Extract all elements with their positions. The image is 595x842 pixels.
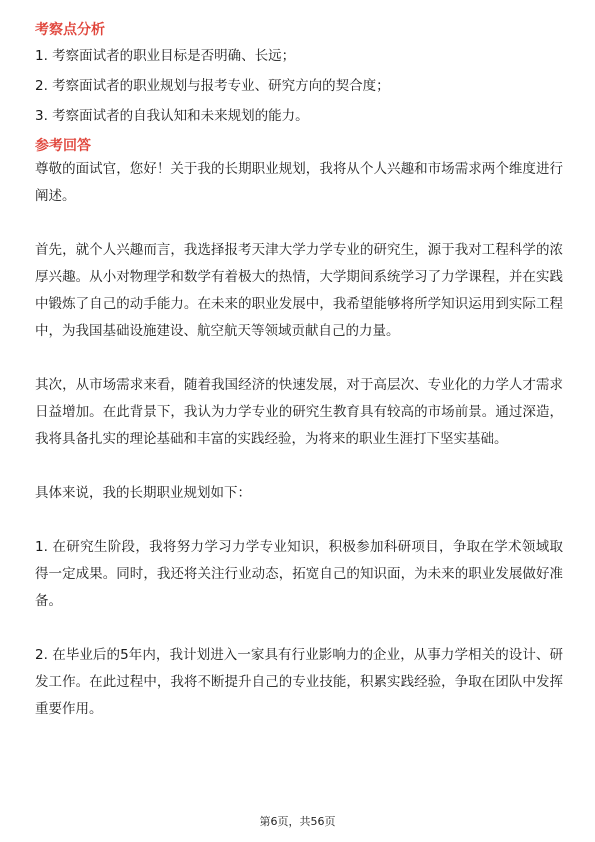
- paragraph-gap: [35, 453, 563, 480]
- paragraph-gap: [35, 615, 563, 642]
- analysis-item: 1. 考察面试者的职业目标是否明确、长远；: [35, 48, 296, 64]
- answer-paragraph-interest: 首先，就个人兴趣而言，我选择报考天津大学力学专业的研究生，源于我对工程科学的浓厚兴趣。从小对物理学和数学有着极大的热情，大学期间系统学习了力学课程，并在实践中锻炼了自己的动手能力。在未来的职业发展中，我希望能够将所学知识运用到实际工程中，为我国基础设施建设、航空航天等领域贡献自己的力量。: [35, 242, 563, 339]
- analysis-heading: 考察点分析: [35, 22, 105, 38]
- answer-paragraph-plan-intro: 具体来说，我的长期职业规划如下：: [35, 485, 251, 501]
- answer-paragraph-plan-2: 2. 在毕业后的5年内，我计划进入一家具有行业影响力的企业，从事力学相关的设计、研发工作。在此过程中，我将不断提升自己的专业技能，积累实践经验，争取在团队中发挥重要作用。: [35, 647, 563, 717]
- answer-paragraph-intro: 尊敬的面试官，您好！关于我的长期职业规划，我将从个人兴趣和市场需求两个维度进行阐述。: [35, 161, 563, 204]
- answer-paragraph-plan-1: 1. 在研究生阶段，我将努力学习力学专业知识，积极参加科研项目，争取在学术领域取得一定成果。同时，我还将关注行业动态，拓宽自己的知识面，为未来的职业发展做好准备。: [35, 539, 563, 609]
- answer-paragraph-market: 其次，从市场需求来看，随着我国经济的快速发展，对于高层次、专业化的力学人才需求日益增加。在此背景下，我认为力学专业的研究生教育具有较高的市场前景。通过深造，我将具备扎实的理论基础和丰富的实践经验，为将来的职业生涯打下坚实基础。: [35, 377, 563, 447]
- paragraph-gap: [35, 210, 563, 237]
- document-page: [35, 20, 563, 723]
- answer-heading: 参考回答: [35, 138, 91, 154]
- analysis-item: 3. 考察面试者的自我认知和未来规划的能力。: [35, 108, 309, 124]
- paragraph-gap: [35, 345, 563, 372]
- page-number-footer: 第6页，共56页: [259, 815, 336, 828]
- analysis-list: [35, 46, 563, 126]
- paragraph-gap: [35, 507, 563, 534]
- analysis-item: 2. 考察面试者的职业规划与报考专业、研究方向的契合度；: [35, 78, 390, 94]
